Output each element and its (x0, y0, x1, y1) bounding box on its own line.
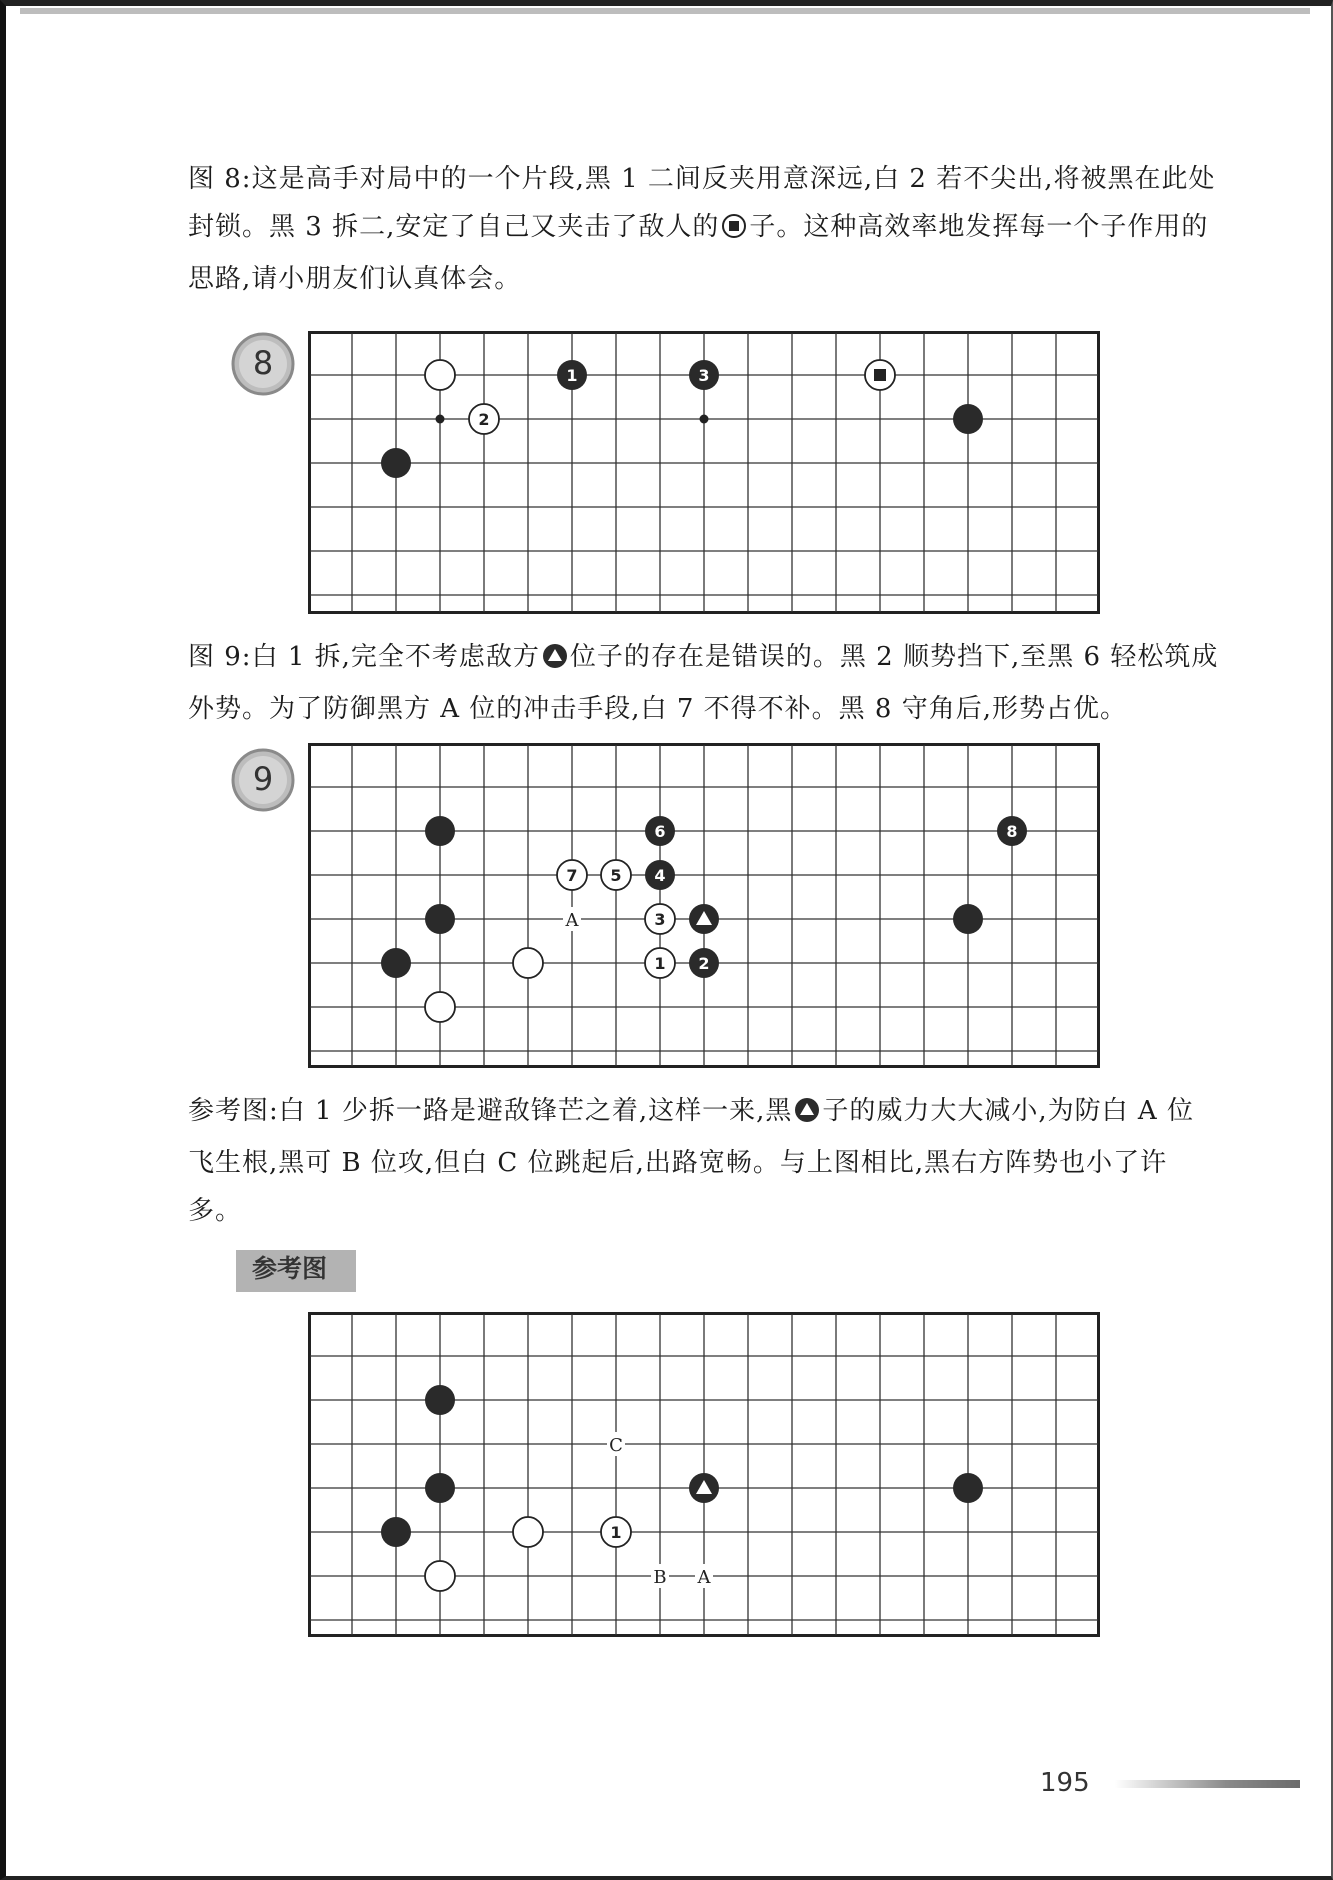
stone-number: 2 (478, 410, 490, 429)
stone-number: 6 (654, 822, 666, 841)
page-number-bar (1115, 1780, 1300, 1788)
black-stone-3 (689, 360, 719, 390)
white-stone (425, 360, 455, 390)
white-stone (513, 1517, 543, 1547)
triangle-marked-stone-icon (794, 1091, 820, 1139)
position-letter-A (695, 1564, 713, 1588)
white-stone-5 (601, 860, 631, 890)
black-stone (425, 1385, 455, 1415)
go-board-reference (308, 1312, 1100, 1637)
stone-number: 8 (1006, 822, 1018, 841)
white-stone (865, 360, 895, 390)
white-stone (425, 1561, 455, 1591)
black-stone (381, 448, 411, 478)
black-stone (689, 904, 719, 934)
square-mark (874, 369, 886, 381)
white-stone-7 (557, 860, 587, 890)
black-stone-6 (645, 816, 675, 846)
svg-text:C: C (609, 1435, 623, 1456)
white-stone (425, 992, 455, 1022)
black-stone (381, 1517, 411, 1547)
svg-text:A: A (565, 910, 579, 931)
black-stone-4 (645, 860, 675, 890)
point-marker (436, 415, 445, 424)
stone-number: 4 (654, 866, 666, 885)
stone-number: 7 (566, 866, 578, 885)
black-stone-1 (557, 360, 587, 390)
stone-number: 3 (654, 910, 666, 929)
white-stone-1 (601, 1517, 631, 1547)
position-letter-C (607, 1432, 625, 1456)
fig9-paragraph (130, 633, 1220, 733)
fig9-badge (230, 747, 296, 817)
triangle-marked-stone-icon (542, 637, 568, 685)
black-stone (689, 1473, 719, 1503)
fig8-badge (230, 331, 296, 401)
stone-number: 1 (610, 1523, 622, 1542)
go-board-fig9 (308, 743, 1100, 1068)
black-stone (425, 904, 455, 934)
stone-number: 3 (698, 366, 710, 385)
point-marker (700, 415, 709, 424)
white-stone (513, 948, 543, 978)
fig9-text-part2: 位子的存在是错误的。黑 2 顺势挡下,至黑 6 轻松筑成外势。为了防御黑方 A 位的冲击手段,白 7 不得不补。黑 8 守角后,形势占优。 (188, 642, 1219, 724)
white-stone-1 (645, 948, 675, 978)
black-stone (953, 1473, 983, 1503)
stone-number: 5 (610, 866, 622, 885)
fig8-text-part1: 图 8:这是高手对局中的一个片段,黑 1 二间反夹用意深远,白 2 若不尖出,将被黑在此处封锁。黑 3 拆二,安定了自己又夹击了敌人的 (188, 164, 1216, 242)
position-letter-A (563, 907, 581, 931)
black-stone (381, 948, 411, 978)
go-board-fig8 (308, 331, 1100, 614)
stone-number: 1 (654, 954, 666, 973)
svg-text:B: B (653, 1567, 667, 1588)
top-scan-strip (20, 8, 1310, 14)
reference-diagram-header: 参考图 (236, 1250, 356, 1292)
page-number: 195 (1040, 1768, 1090, 1798)
fig8-badge-number: 8 (252, 344, 274, 382)
reference-paragraph (130, 1087, 1220, 1235)
fig8-paragraph (130, 155, 1220, 303)
position-letter-B (651, 1564, 669, 1588)
svg-text:A: A (697, 1567, 711, 1588)
black-stone (425, 1473, 455, 1503)
fig9-badge-number: 9 (252, 760, 274, 798)
square-marked-stone-icon (721, 207, 747, 255)
fig9-text-part1: 图 9:白 1 拆,完全不考虑敌方 (188, 642, 540, 672)
stone-number: 1 (566, 366, 578, 385)
white-stone-2 (469, 404, 499, 434)
fig8-text-part2: 子。这种高效率地发挥每一个子作用的思路,请小朋友们认真体会。 (188, 212, 1209, 294)
black-stone-8 (997, 816, 1027, 846)
ref-text-part2: 子的威力大大减小,为防白 A 位飞生根,黑可 B 位攻,但白 C 位跳起后,出路宽畅。与上图相比,黑右方阵势也小了许多。 (188, 1096, 1194, 1226)
black-stone (953, 404, 983, 434)
black-stone (425, 816, 455, 846)
black-stone (953, 904, 983, 934)
white-stone-3 (645, 904, 675, 934)
black-stone-2 (689, 948, 719, 978)
stone-number: 2 (698, 954, 710, 973)
ref-text-part1: 参考图:白 1 少拆一路是避敌锋芒之着,这样一来,黑 (188, 1096, 793, 1126)
